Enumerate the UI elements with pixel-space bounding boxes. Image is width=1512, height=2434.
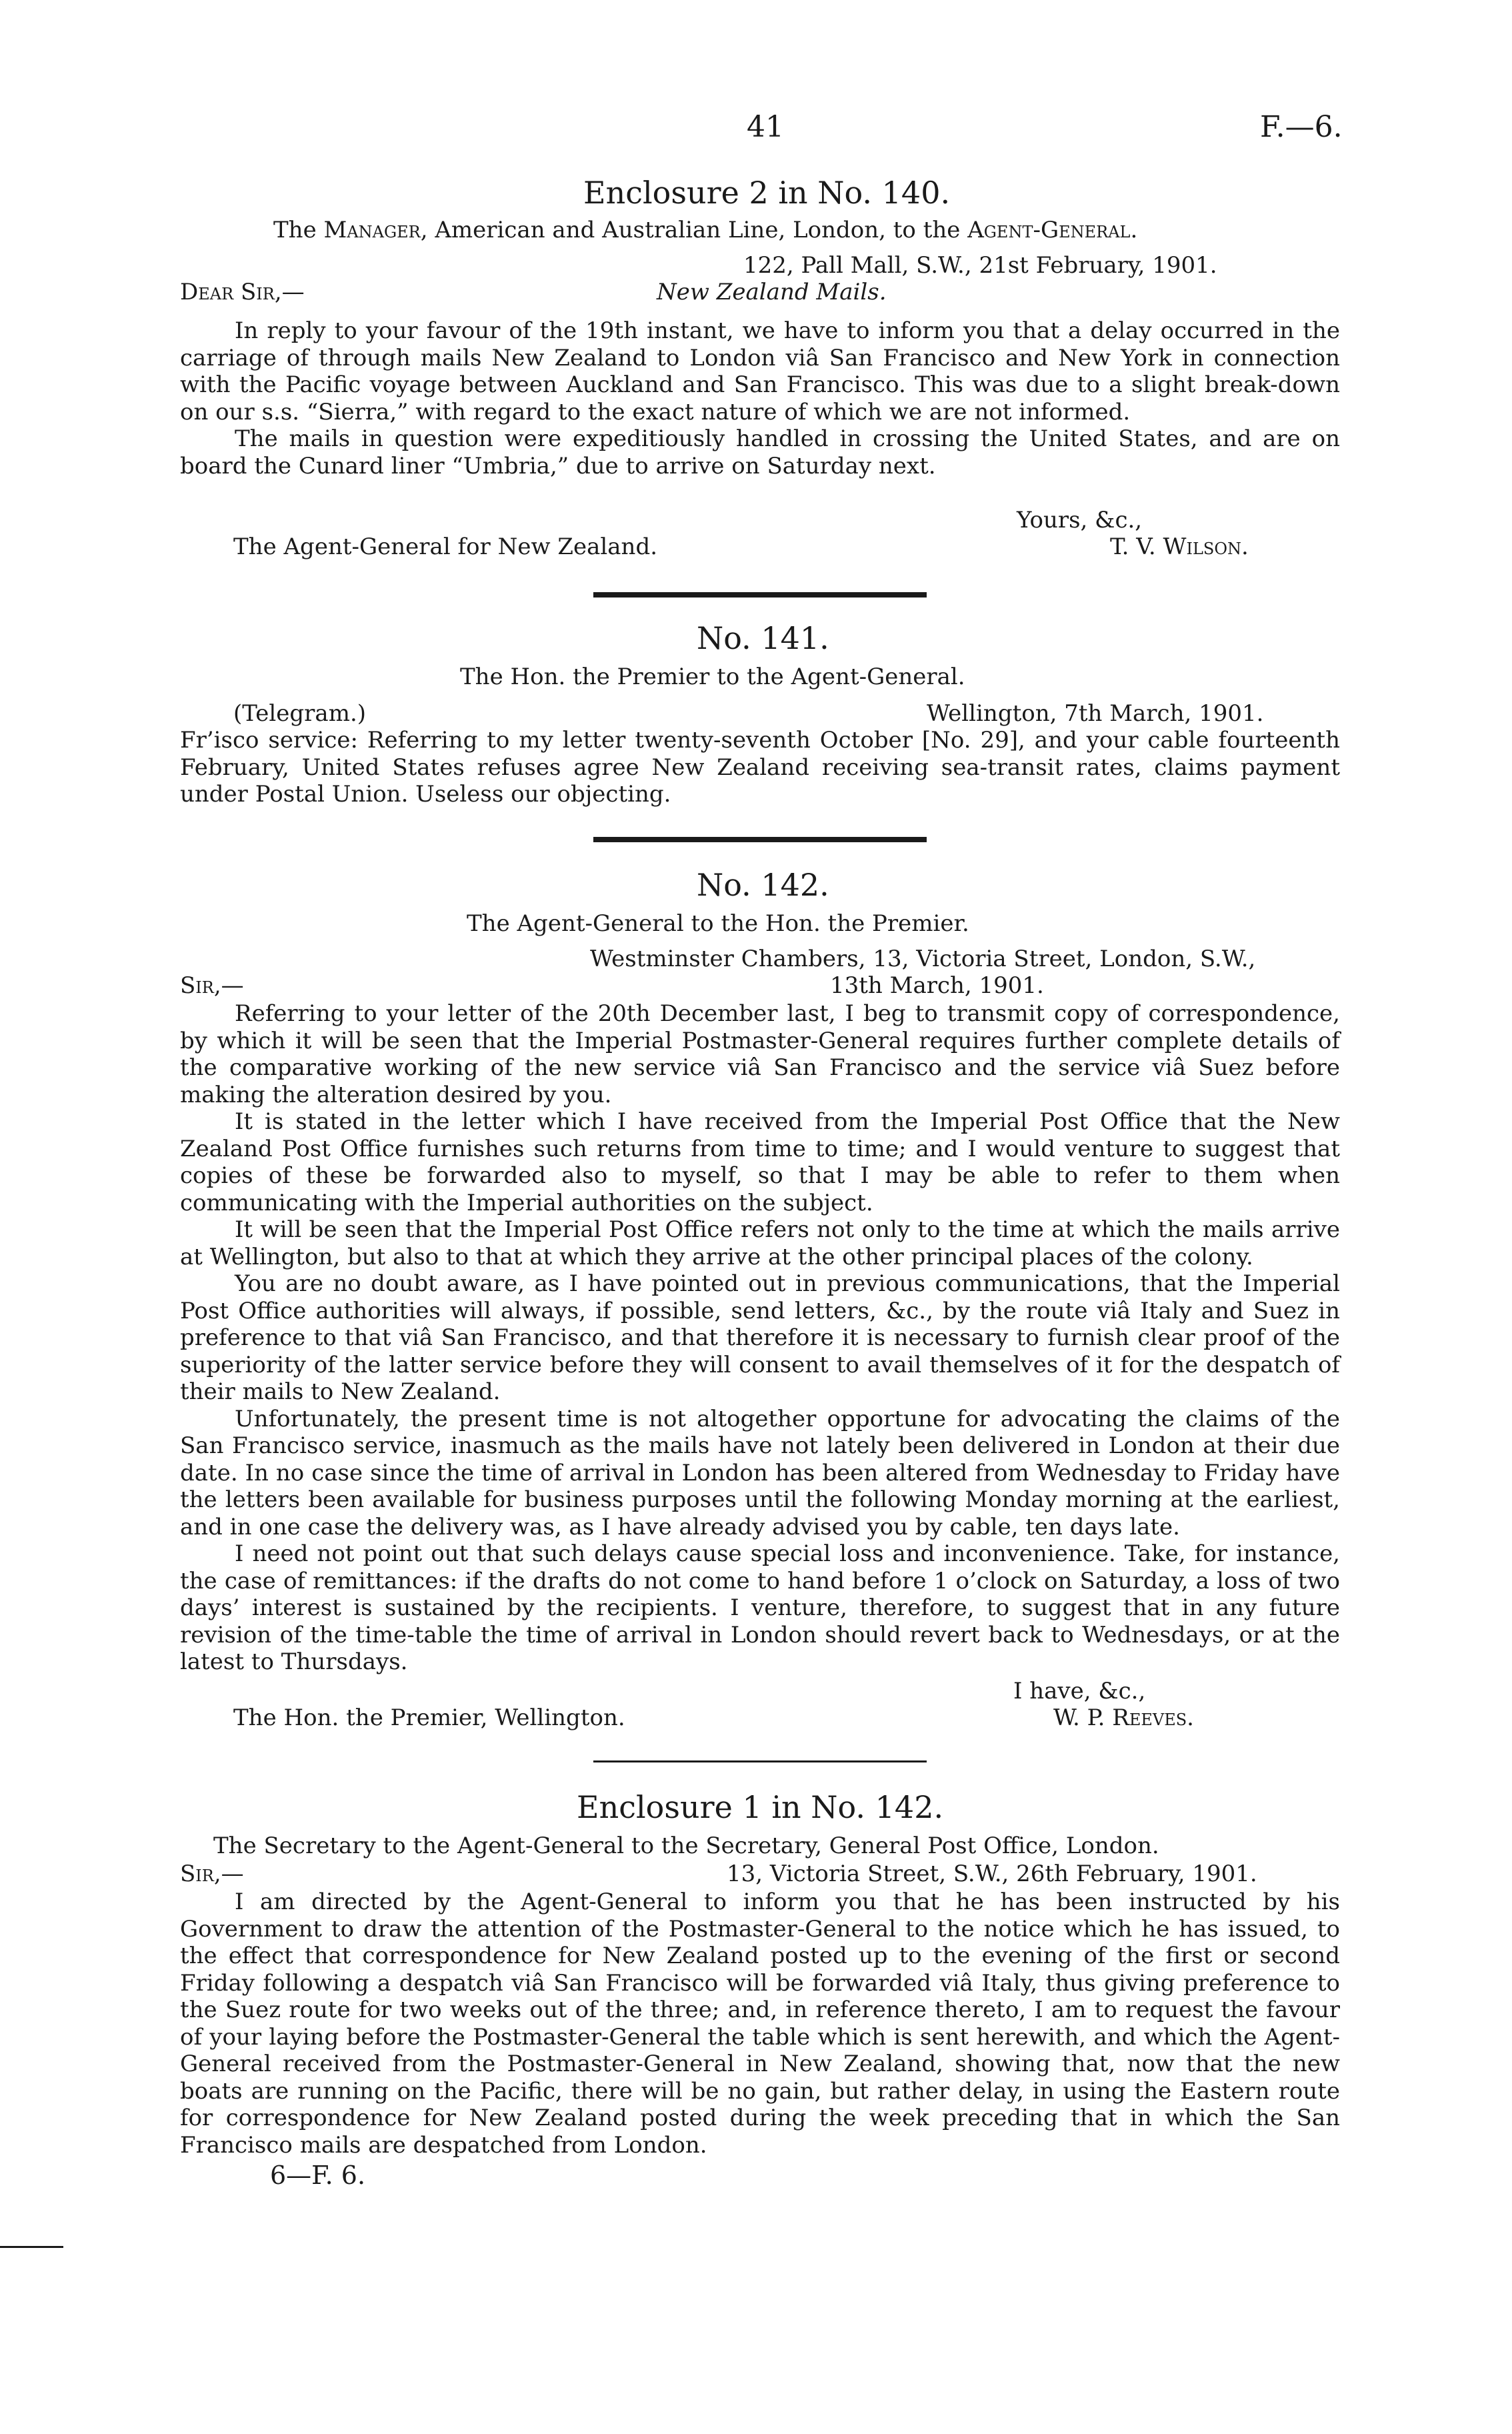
no-142-signature: W. P. Reeves. <box>1053 1704 1194 1731</box>
no-142-body <box>180 1000 1340 1676</box>
paragraph: I am directed by the Agent-General to inform you that he has been instructed by his Government to draw the attention of the Postmaster-General to the notice which he has issued, to the effect that correspondence for New Zealand posted up to the evening of the first or second Friday following a despatch viâ San Francisco will be forwarded viâ Italy, thus giving preference to the Suez route for two weeks out of the three; and, in reference thereto, I am to request the favour of your laying before the Postmaster-General the table which is sent herewith, and which the Agent-General received from the Postmaster-General in New Zealand, showing that, now that the new boats are running on the Pacific, there will be no gain, but rather delay, in using the Eastern route for correspondence for New Zealand posted during the week preceding that in which the San Francisco mails are despatched from London. <box>180 1889 1340 2159</box>
enclosure-2-closing: Yours, &c., <box>1017 507 1143 533</box>
enclosure-1-subtitle: The Secretary to the Agent-General to the Secretary, General Post Office, London. <box>213 1833 1159 1859</box>
no-142-title: No. 142. <box>697 867 829 903</box>
no-142-address-line-2: 13th March, 1901. <box>830 972 1044 999</box>
enclosure-2-address: 122, Pall Mall, S.W., 21st February, 1901. <box>743 252 1217 279</box>
enclosure-2-salutation: Dear Sir,— <box>180 279 305 305</box>
paragraph: You are no doubt aware, as I have pointed out in previous communications, that the Imperial Post Office authorities will always, if possible, send letters, &c., by the route viâ Italy and Suez in preference to that viâ San Francisco, and that therefore it is necessary to furnish clear proof of the superiority of the latter service before they will consent to avail themselves of it for the despatch of their mails to New Zealand. <box>180 1270 1340 1405</box>
paragraph: In reply to your favour of the 19th instant, we have to inform you that a delay occurred in the carriage of through mails New Zealand to London viâ San Francisco and New York in connection with the Pacific voyage between Auckland and San Francisco. This was due to a slight break-down on our s.s. “Sierra,” with regard to the exact nature of which we are not informed. <box>180 317 1340 425</box>
enclosure-1-body <box>180 1889 1340 2159</box>
section-divider <box>593 837 927 842</box>
enclosure-1-address: 13, Victoria Street, S.W., 26th February, 1901. <box>727 1861 1257 1887</box>
section-divider <box>593 1760 927 1762</box>
enclosure-2-body <box>180 317 1340 479</box>
enclosure-2-subtitle <box>273 217 1137 243</box>
enclosure-2-signature: T. V. Wilson. <box>1110 533 1249 560</box>
no-141-body <box>180 727 1340 808</box>
no-141-dateline: Wellington, 7th March, 1901. <box>927 700 1264 727</box>
no-142-address-line-1: Westminster Chambers, 13, Victoria Street, London, S.W., <box>590 946 1256 972</box>
paragraph: It is stated in the letter which I have received from the Imperial Post Office that the New Zealand Post Office furnishes such returns from time to time; and I would venture to suggest that copies of these be forwarded also to myself, so that I may be able to refer to them when communicating with the Imperial authorities on the subject. <box>180 1108 1340 1216</box>
signature-mark: 6—F. 6. <box>270 2161 366 2190</box>
no-142-subtitle: The Agent-General to the Hon. the Premier. <box>467 910 969 937</box>
subtitle-the: The <box>273 217 317 243</box>
subtitle-agent: Agent-General. <box>967 217 1138 243</box>
page-number: 41 <box>747 110 784 144</box>
no-142-salutation: Sir,— <box>180 972 244 999</box>
enclosure-1-title: Enclosure 1 in No. 142. <box>577 1789 944 1825</box>
no-141-title: No. 141. <box>697 620 829 656</box>
enclosure-1-salutation: Sir,— <box>180 1861 244 1887</box>
no-142-closing: I have, &c., <box>1013 1678 1146 1704</box>
enclosure-2-subject <box>657 279 887 305</box>
section-divider <box>593 592 927 597</box>
subtitle-manager: Manager, <box>323 217 428 243</box>
subject-text: New Zealand Mails. <box>657 279 887 305</box>
no-142-addressee: The Hon. the Premier, Wellington. <box>233 1704 625 1731</box>
paragraph: It will be seen that the Imperial Post Office refers not only to the time at which the mails arrive at Wellington, but also to that at which they arrive at the other principal places of the colony. <box>180 1216 1340 1270</box>
enclosure-2-title: Enclosure 2 in No. 140. <box>583 175 951 211</box>
paragraph: The mails in question were expeditiously handled in crossing the United States, and are on board the Cunard liner “Umbria,” due to arrive on Saturday next. <box>180 425 1340 479</box>
document-reference: F.—6. <box>1260 110 1343 144</box>
no-141-subtitle: The Hon. the Premier to the Agent-General. <box>460 664 965 690</box>
margin-rule <box>0 2246 63 2248</box>
paragraph: Referring to your letter of the 20th December last, I beg to transmit copy of correspondence, by which it will be seen that the Imperial Postmaster-General requires further complete details of the comparative working of the new service viâ San Francisco and the service viâ Suez before making the alteration desired by you. <box>180 1000 1340 1108</box>
telegram-text: Fr’isco service: Referring to my letter twenty-seventh October [No. 29], and your cable fourteenth February, United States refuses agree New Zealand receiving sea-transit rates, claims payment under Postal Union. Useless our objecting. <box>180 727 1340 808</box>
subtitle-middle: American and Australian Line, London, to the <box>435 217 961 243</box>
paragraph: I need not point out that such delays cause special loss and inconvenience. Take, for instance, the case of remittances: if the drafts do not come to hand before 1 o’clock on Saturday, a loss of two days’ interest is sustained by the recipients. I venture, therefore, to suggest that in any future revision of the time-table the time of arrival in London should revert back to Wednesdays, or at the latest to Thursdays. <box>180 1540 1340 1675</box>
enclosure-2-addressee: The Agent-General for New Zealand. <box>233 533 658 560</box>
no-141-telegram-label: (Telegram.) <box>233 700 367 727</box>
paragraph: Unfortunately, the present time is not altogether opportune for advocating the claims of the San Francisco service, inasmuch as the mails have not lately been delivered in London at their due date. In no case since the time of arrival in London has been altered from Wednesday to Friday have the letters been available for business purposes until the following Monday morning at the earliest, and in one case the delivery was, as I have already advised you by cable, ten days late. <box>180 1405 1340 1540</box>
